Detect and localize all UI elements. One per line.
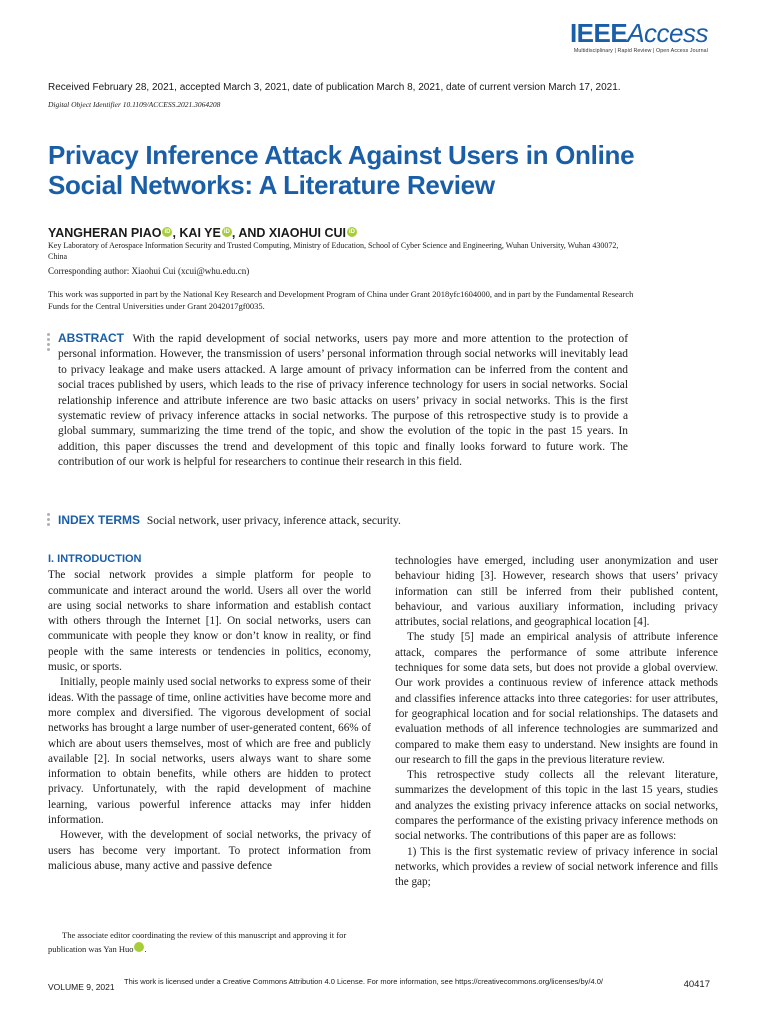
footnote-text: The associate editor coordinating the review of this manuscript and approving it for publication was Yan Huo (48, 930, 347, 954)
index-terms-marker-icon (47, 513, 51, 528)
footer-license: This work is licensed under a Creative Commons Attribution 4.0 License. For more information, see https://creativecommons.org/licenses/by/4.0/ (124, 977, 603, 986)
abstract-marker-icon (47, 333, 51, 353)
logo-tagline: Multidisciplinary | Rapid Review | Open Access Journal (573, 48, 708, 54)
abstract-label: ABSTRACT (58, 331, 124, 345)
author-1: YANGHERAN PIAO (48, 226, 162, 240)
index-terms-label: INDEX TERMS (58, 513, 141, 527)
orcid-icon[interactable]: iD (134, 942, 144, 952)
paragraph: The social network provides a simple platform for people to communicate and interact around the world. Users all over the world are using social networks to share information and establish contact with others through the Internet [1]. On social networks, users can communicate with people they know or don’t know in reality, or find people with the same interests or tendencies in politics, economy, music, or sports. (48, 569, 371, 674)
received-dates: Received February 28, 2021, accepted March 3, 2021, date of publication March 8, 2021, date of current version March 17, 2021. (48, 82, 621, 93)
abstract-text: With the rapid development of social networks, users pay more and more attention to the protection of personal information. However, the transmission of users’ personal information through social networks will inevitably lead to privacy leakage and make users attacked. A large amount of privacy information can be inferred from the content and social traces published by users, which leads to the rise of privacy inference technology for users in social networks. Social relationship inference and attribute inference are two basic attacks on users’ privacy in social networks. This is the first systematic review of privacy inference attacks in social networks. The purpose of this retrospective study is to provide a global summary, summarizing the time trend of the topic, and show the evolution of the topic in the past 15 years. In addition, this paper discusses the trend and development of this topic and finally looks forward to future work. The contribution of our work is helpful for researchers to continue their research in this field. (58, 333, 628, 469)
title-line-1: Privacy Inference Attack Against Users in Online (48, 140, 635, 170)
editor-footnote: The associate editor coordinating the review of this manuscript and approving it for publication was Yan Huo iD. (48, 930, 347, 954)
author-3: , AND XIAOHUI CUI (231, 226, 346, 240)
author-list (48, 226, 357, 240)
doi-line: Digital Object Identifier 10.1109/ACCESS.2021.3064208 (48, 100, 221, 109)
abstract (58, 331, 628, 471)
paragraph: The study [5] made an empirical analysis of attribute inference attack, compares the performance of some attribute inference techniques for some data sets, but does not provide a global overview. Our work provides a continuous review of inference attack methods and classifies inference attacks into three categories: for user attributes, for geographical location and for social relationships. The datasets and evaluation methods of all inference technologies are summarized and compared to make them easy to understand. New insights are found in our research to fill the gaps in the previous literature review. (395, 631, 718, 766)
paragraph: 1) This is the first systematic review of privacy inference in social networks, which provides a review of social network inference and fills the gap; (395, 845, 718, 889)
affiliation: Key Laboratory of Aerospace Information Security and Trusted Computing, Ministry of Education, School of Cyber Science and Engineering, Wuhan University, Wuhan 430072, China (48, 241, 619, 261)
logo-brand-italic: Access (627, 18, 708, 48)
title-line-2: Social Networks: A Literature Review (48, 170, 495, 200)
index-terms-text: Social network, user privacy, inference attack, security. (146, 515, 401, 527)
paragraph: However, with the development of social networks, the privacy of users has become very important. To protect information from malicious abuse, many active and passive defence (48, 829, 371, 872)
author-2: , KAI YE (172, 226, 221, 240)
paragraph: technologies have emerged, including user anonymization and user behaviour hiding [3]. However, research shows that users’ privacy information can still be inferred from their published content, behaviour, and various auxiliary information, including privacy attributes, social relations, and geographical location [4]. (395, 555, 718, 629)
orcid-icon[interactable]: iD (348, 229, 355, 235)
body-column-left (48, 552, 371, 874)
index-terms (58, 513, 401, 527)
journal-logo (570, 20, 708, 54)
logo-brand-bold: IEEE (569, 18, 628, 48)
paragraph: Initially, people mainly used social networks to express some of their ideas. With the passage of time, online activities have become more and more complex and diversified. The vigorous development of social networks has brought a large number of user-generated content, 66% of which are about users themselves, most of which are free and publicly available [2]. In social networks, users always want to share some information to obtain benefits, while others are hidden to protect privacy. Unfortunately, with the rapid development of machine learning, various powerful inference attacks may infer hidden information. (48, 676, 371, 827)
section-heading: I. INTRODUCTION (48, 553, 142, 565)
orcid-icon[interactable]: iD (164, 229, 171, 235)
orcid-icon[interactable]: iD (223, 229, 230, 235)
body-column-right (395, 554, 718, 891)
paper-title (48, 140, 648, 200)
footer-page-number: 40417 (683, 979, 710, 990)
footer-volume: VOLUME 9, 2021 (48, 982, 115, 992)
funding-statement: This work was supported in part by the National Key Research and Development Program of China under Grant 2018yfc1604000, and in part by the Fundamental Research Funds for the Central Universities under Grant 2042017gf0035. (48, 289, 634, 311)
paragraph: This retrospective study collects all the relevant literature, summarizes the development of this topic in the last 15 years, studies and analyzes the existing privacy inference attacks on social networks, compares the performance of the existing privacy inference methods on social networks. The contributions of this paper are as follows: (395, 769, 718, 843)
corresponding-author: Corresponding author: Xiaohui Cui (xcui@whu.edu.cn) (48, 266, 250, 276)
